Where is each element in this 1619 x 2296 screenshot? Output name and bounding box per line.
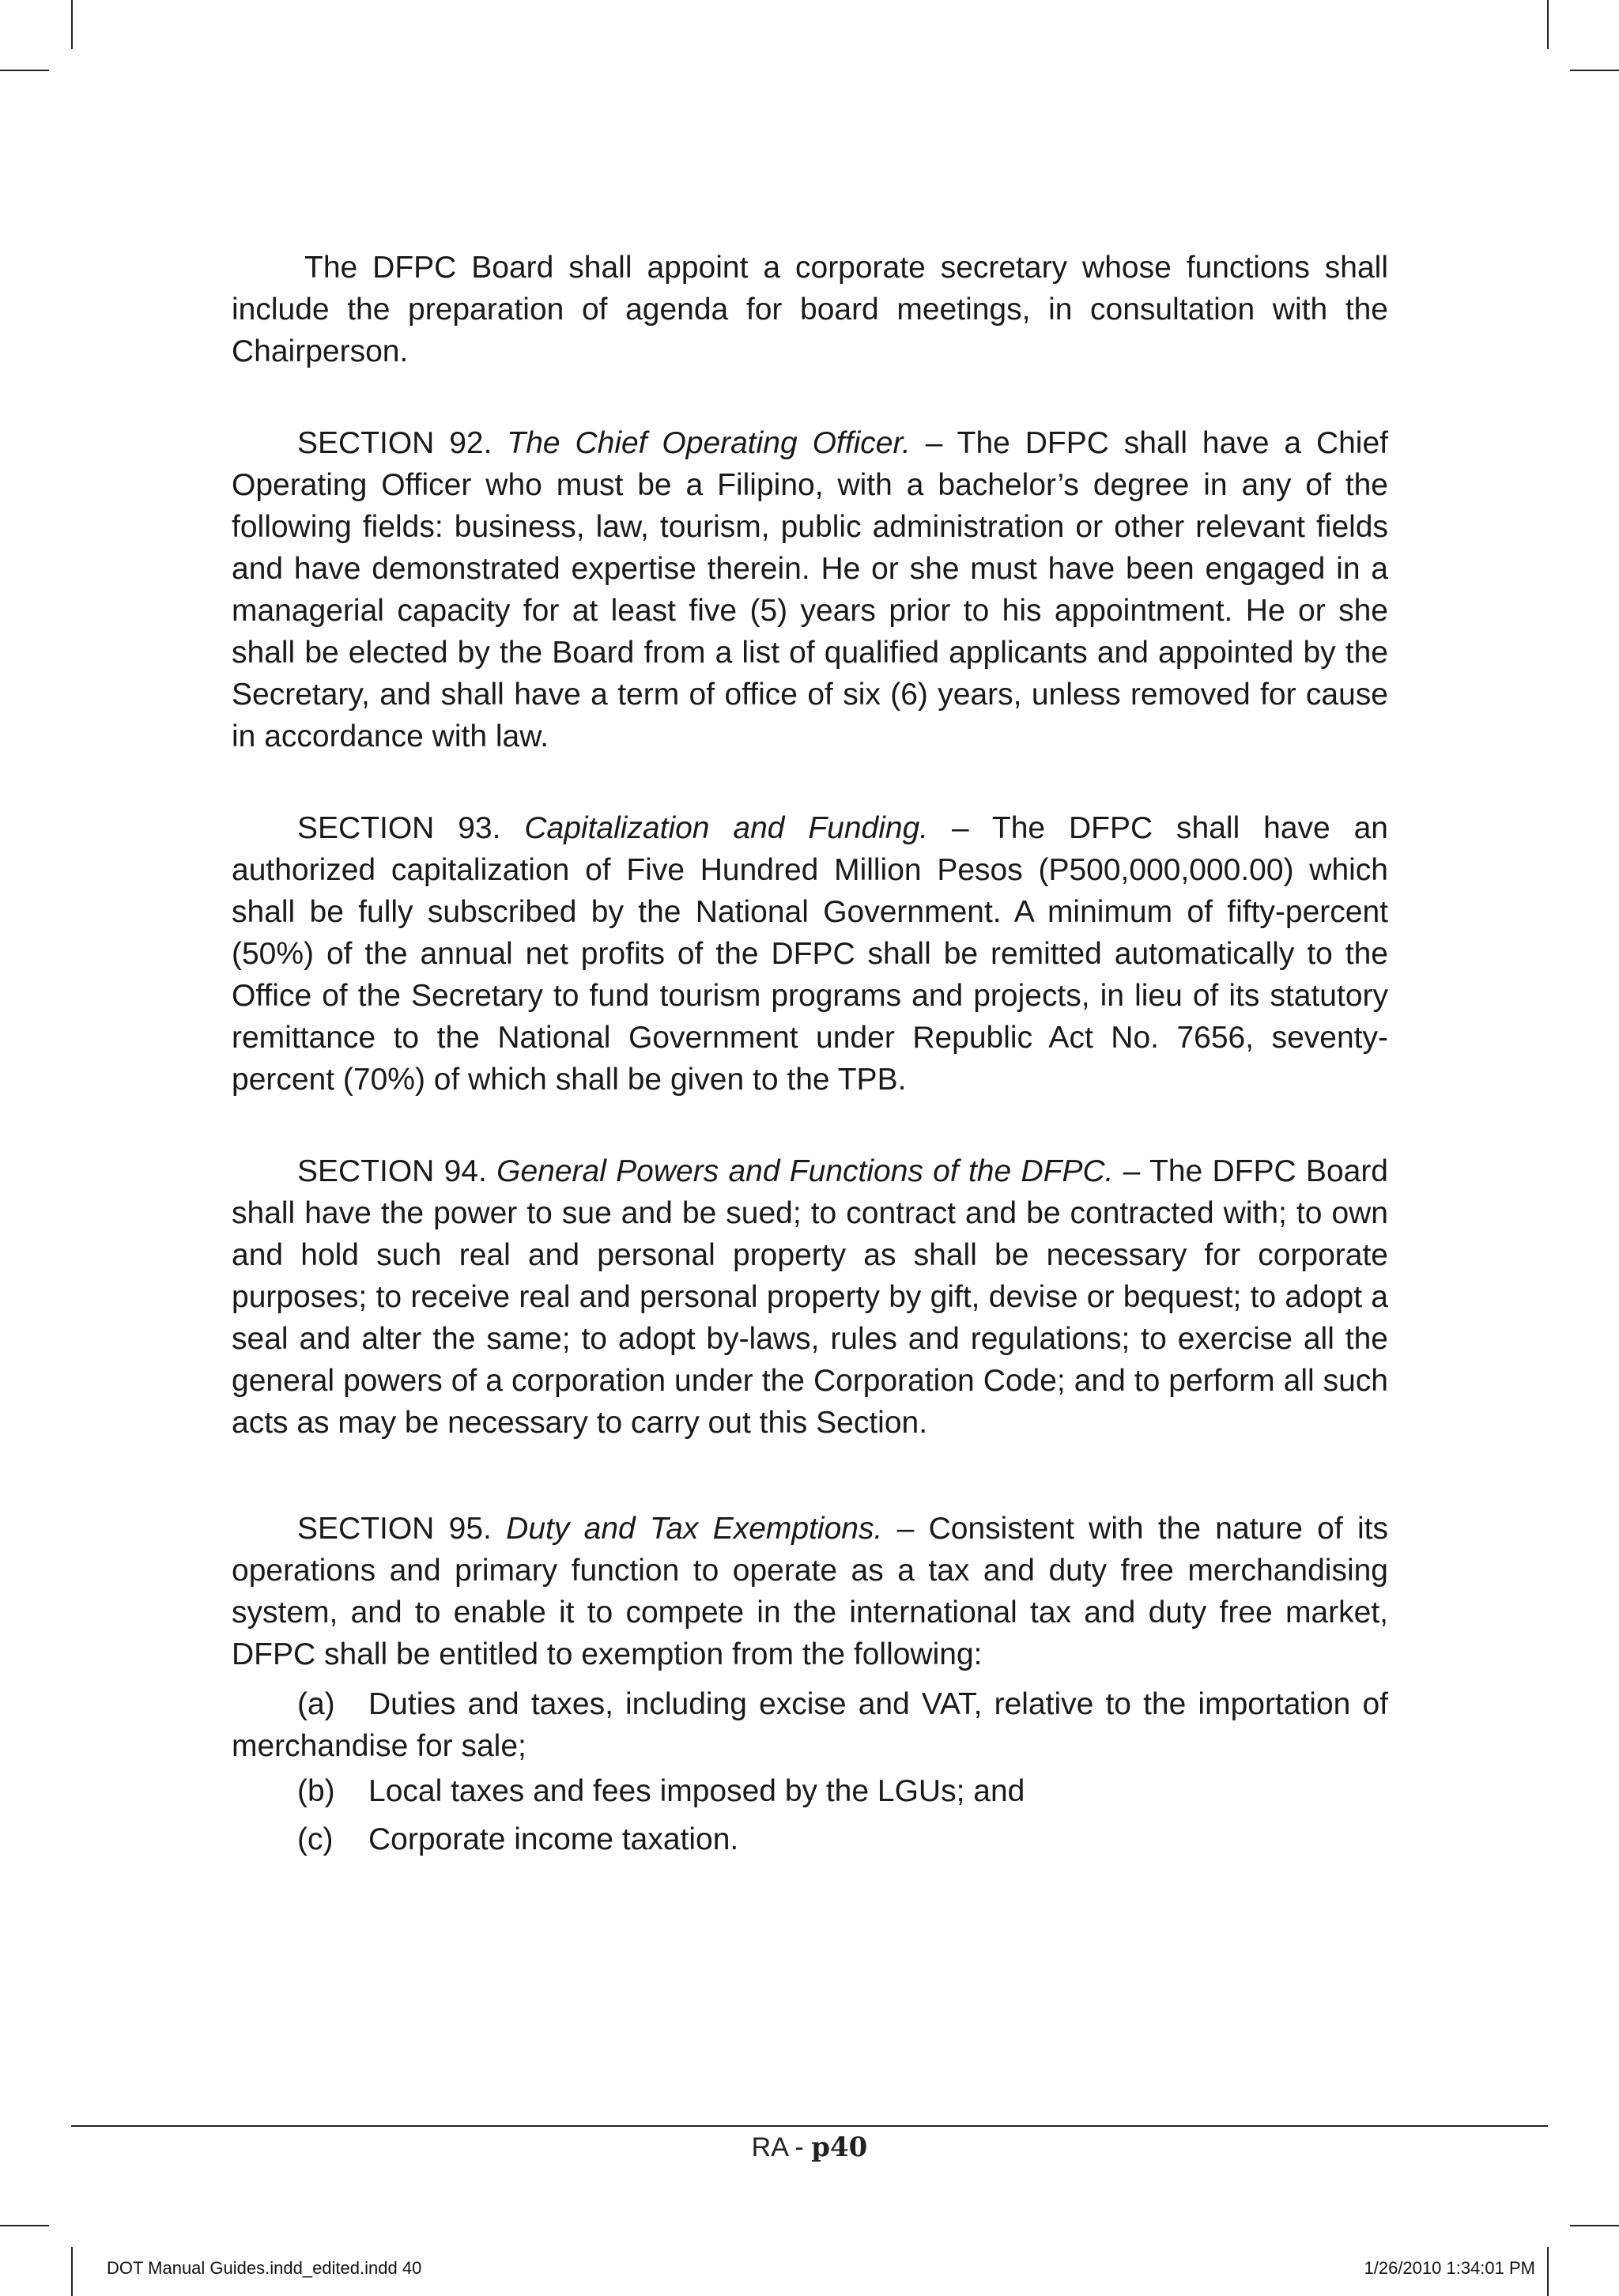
- list-item-label: (a): [297, 1687, 335, 1721]
- section-title: Duty and Tax Exemptions.: [506, 1512, 883, 1546]
- list-item-text: Local taxes and fees imposed by the LGUs; and: [368, 1774, 1025, 1808]
- list-item-label: (c): [297, 1822, 334, 1856]
- paragraph-board-secretary: The DFPC Board shall appoint a corporate secretary whose functions shall include the preparation of agenda for board meetings, in consultation with the Chairperson.: [232, 251, 1388, 368]
- crop-mark: [1570, 70, 1619, 71]
- list-item-text: Duties and taxes, including excise and VAT, relative to the importation of merchandise for sale;: [232, 1687, 1388, 1763]
- crop-mark: [71, 2247, 73, 2296]
- list-item: [232, 1683, 1388, 1767]
- section-text: – The DFPC shall have an authorized capitalization of Five Hundred Million Pesos (P500,000,000.00) which shall be fully subscribed by the National Government. A minimum of fifty-percent (50%) of the annual net profits of the DFPC shall be remitted automatically to the Office of the Secretary to fund tourism programs and projects, in lieu of its statutory remittance to the National Government under Republic Act No. 7656, seventy-percent (70%) of which shall be given to the TPB.: [232, 811, 1388, 1097]
- section-title: Capitalization and Funding.: [524, 811, 929, 845]
- section-number: SECTION 93.: [297, 811, 501, 845]
- folio-prefix: RA -: [751, 2132, 812, 2162]
- section-title: General Powers and Functions of the DFPC.: [496, 1154, 1114, 1188]
- page-number: p40: [811, 2132, 868, 2163]
- list-item: [232, 1818, 1388, 1860]
- slug-filename: DOT Manual Guides.indd_edited.indd 40: [107, 2258, 422, 2278]
- document-body: [232, 247, 1388, 1860]
- section-number: SECTION 94.: [297, 1154, 487, 1188]
- crop-mark: [0, 2225, 49, 2226]
- crop-mark: [1547, 2247, 1549, 2296]
- section-95: [232, 1508, 1388, 1675]
- slug-timestamp: 1/26/2010 1:34:01 PM: [1364, 2258, 1535, 2278]
- section-92: [232, 422, 1388, 757]
- section-number: SECTION 92.: [297, 426, 492, 460]
- section-text: – The DFPC shall have a Chief Operating Officer who must be a Filipino, with a bachelor’s degree in any of the following fields: business, law, tourism, public administration or other relevant fields and have demonstrated expertise therein. He or she must have been engaged in a managerial capacity for at least five (5) years prior to his appointment. He or she shall be elected by the Board from a list of qualified applicants and appointed by the Secretary, and shall have a term of office of six (6) years, unless removed for cause in accordance with law.: [232, 426, 1388, 753]
- section-text: – The DFPC Board shall have the power to sue and be sued; to contract and be contracted with; to own and hold such real and personal property as shall be necessary for corporate purposes; to receive real and personal property by gift, devise or bequest; to adopt a seal and alter the same; to adopt by-laws, rules and regulations; to exercise all the general powers of a corporation under the Corporation Code; and to perform all such acts as may be necessary to carry out this Section.: [232, 1154, 1388, 1440]
- crop-mark: [0, 70, 49, 71]
- section-93: [232, 807, 1388, 1101]
- section-text: – Consistent with the nature of its operations and primary function to operate as a tax and duty free merchandising system, and to enable it to compete in the international tax and duty free market, DFPC shall be entitled to exemption from the following:: [232, 1512, 1388, 1671]
- crop-mark: [1570, 2225, 1619, 2226]
- section-94: [232, 1150, 1388, 1444]
- page-folio: [0, 2132, 1619, 2163]
- list-item-text: Corporate income taxation.: [368, 1822, 739, 1856]
- crop-mark: [1547, 0, 1549, 49]
- crop-mark: [71, 0, 73, 49]
- list-item: [232, 1770, 1388, 1812]
- footer-rule: [71, 2125, 1548, 2127]
- section-number: SECTION 95.: [297, 1512, 492, 1546]
- list-item-label: (b): [297, 1774, 335, 1808]
- section-title: The Chief Operating Officer.: [507, 426, 911, 460]
